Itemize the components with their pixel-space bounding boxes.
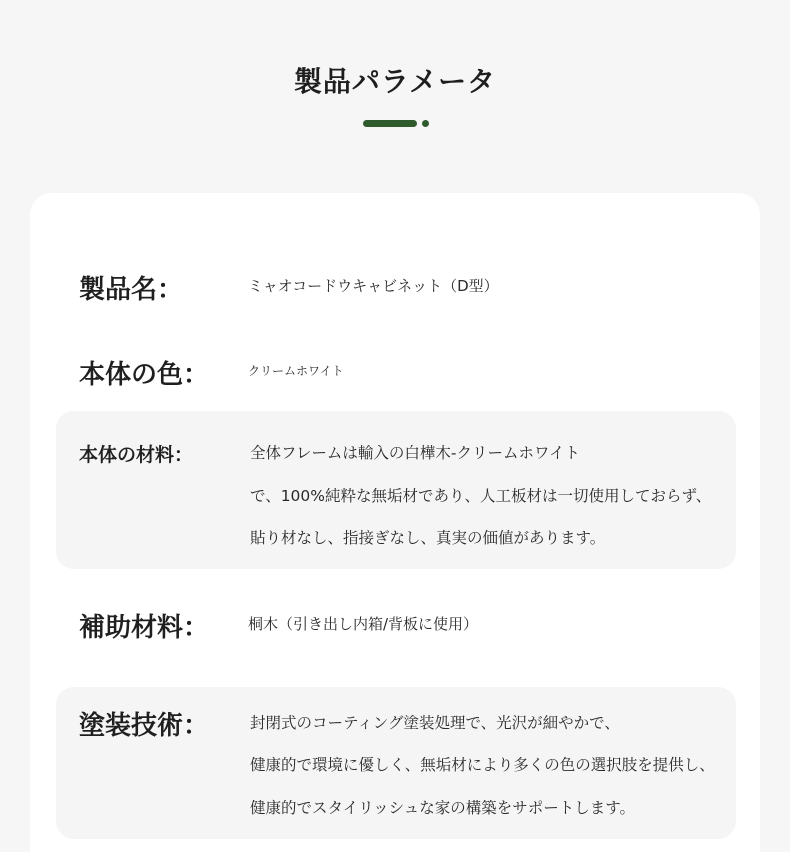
title-decoration [363,120,433,128]
param-value-coating-line: 健康的で環境に優しく、無垢材により多くの色の選択肢を提供し、 [250,756,715,774]
title-underline-dot [422,120,429,127]
param-label-color: 本体の色： [79,360,210,390]
param-value-auxiliary: 桐木（引き出し内箱/背板に使用） [248,615,479,633]
param-value-material-line: 全体フレームは輸入の白樺木-クリームホワイト [250,444,581,462]
param-label-coating: 塗装技術： [79,711,210,741]
param-label-name: 製品名： [79,275,184,305]
param-value-coating-line: 健康的でスタイリッシュな家の構築をサポートします。 [250,799,636,817]
title-underline-bar [363,120,417,127]
param-value-coating-line: 封閉式のコーティング塗装処理で、光沢が細やかで、 [250,714,620,732]
param-row-name [56,263,736,313]
parameters-card [30,193,760,852]
param-value-material-line: 貼り材なし、指接ぎなし、真実の価値があります。 [250,529,606,547]
param-row-coating [56,687,736,839]
param-row-color [56,348,736,398]
param-value-material-line: で、100%純粋な無垢材であり、人工板材は一切使用しておらず、 [250,487,712,505]
param-label-material: 本体の材料： [79,444,194,466]
param-row-material [56,411,736,569]
param-value-color: クリームホワイト [248,364,344,378]
param-row-auxiliary [56,601,736,651]
param-label-auxiliary: 補助材料： [79,613,210,643]
page-title: 製品パラメータ [293,65,497,98]
param-value-name: ミャオコードウキャビネット（D型） [248,277,499,295]
